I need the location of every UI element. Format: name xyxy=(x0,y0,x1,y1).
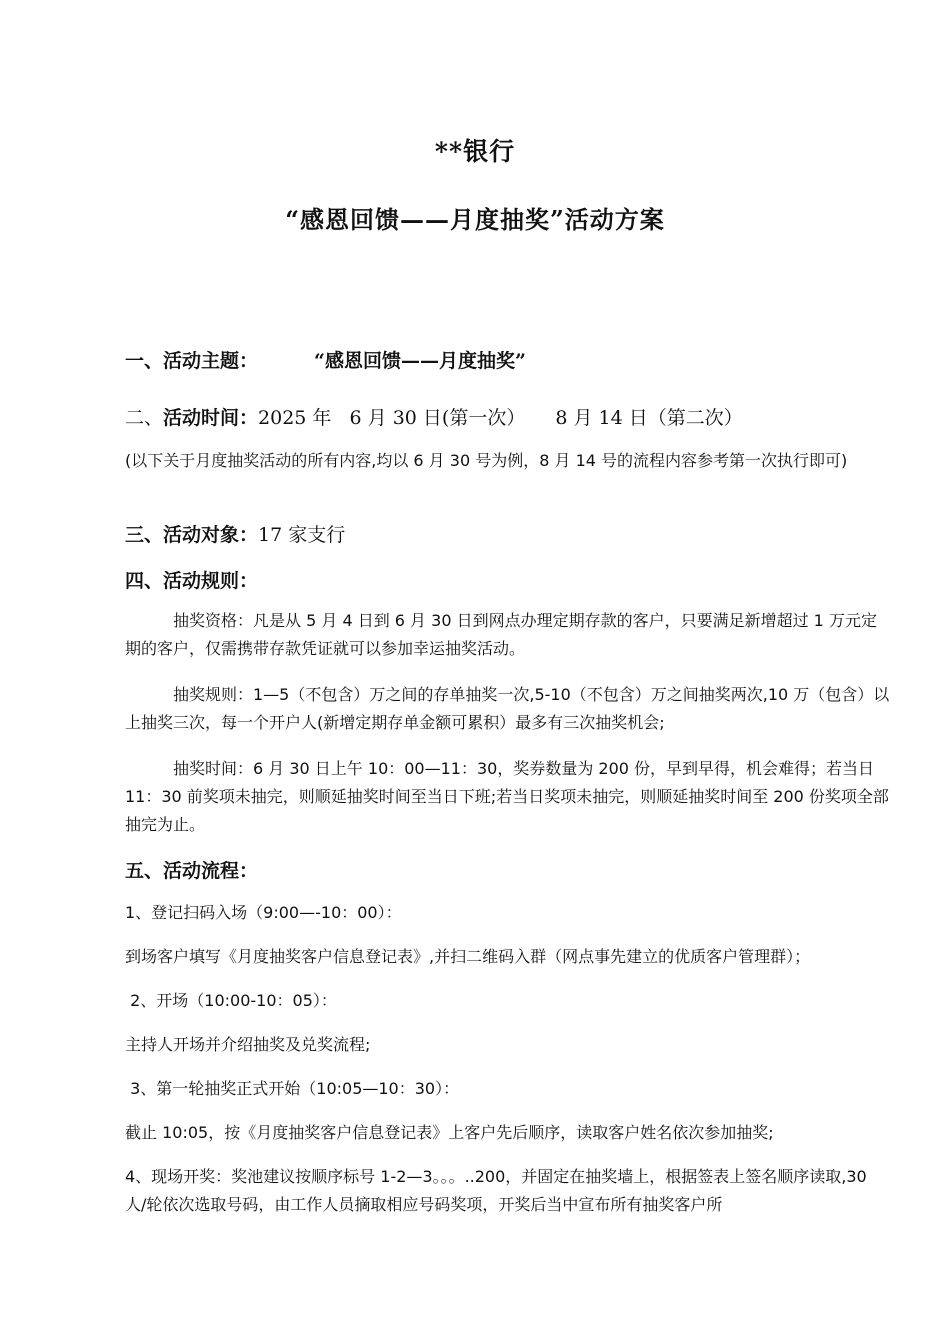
document-title: **银行 xyxy=(434,137,516,166)
section-2-label: 活动时间： xyxy=(163,407,259,429)
step-1: 1、登记扫码入场（9:00—-10：00）： xyxy=(125,903,402,922)
section-2 xyxy=(125,403,890,430)
section-2-date-1: 2025 年 6 月 30 日(第一次） xyxy=(258,407,526,429)
section-2-date-2: 8 月 14 日（第二次） xyxy=(555,407,743,429)
step-1-description: 到场客户填写《月度抽奖客户信息登记表》,并扫二维码入群（网点事先建立的优质客户管理群）； xyxy=(125,947,811,966)
section-4 xyxy=(125,566,890,593)
section-3 xyxy=(125,520,890,547)
rule-draw-rules: 抽奖规则：1—5（不包含）万之间的存单抽奖一次,5-10（不包含）万之间抽奖两次,10 万（包含）以上抽奖三次，每一个开户人(新增定期存单金额可累积）最多有三次抽奖机会; xyxy=(125,685,890,732)
note-paragraph: (以下关于月度抽奖活动的所有内容,均以 6 月 30 号为例，8 月 14 号的流程内容参考第一次执行即可) xyxy=(125,451,848,470)
section-5 xyxy=(125,856,890,883)
section-2-prefix: 二、 xyxy=(125,407,164,429)
step-2: 2、开场（10:00-10：05）： xyxy=(125,991,337,1010)
section-3-label: 三、活动对象： xyxy=(125,524,259,546)
section-3-value: 17 家支行 xyxy=(258,524,346,546)
section-1-label: 一、活动主题： xyxy=(125,350,259,372)
section-5-label: 五、活动流程： xyxy=(125,860,259,882)
rule-eligibility: 抽奖资格：凡是从 5 月 4 日到 6 月 30 日到网点办理定期存款的客户，只要满足新增超过 1 万元定期的客户，仅需携带存款凭证就可以参加幸运抽奖活动。 xyxy=(125,611,877,658)
step-3: 3、第一轮抽奖正式开始（10:05—10：30）： xyxy=(125,1079,460,1098)
step-4: 4、现场开奖：奖池建议按顺序标号 1-2—3。。。..200，并固定在抽奖墙上，根据签表上签名顺序读取,30 人/轮依次选取号码，由工作人员摘取相应号码奖项，开奖后当中宣布所有抽奖客户所 xyxy=(125,1167,867,1214)
step-3-description: 截止 10:05，按《月度抽奖客户信息登记表》上客户先后顺序，读取客户姓名依次参加抽奖; xyxy=(125,1123,774,1142)
section-4-label: 四、活动规则： xyxy=(125,570,259,592)
section-1-value: “感恩回馈——月度抽奖” xyxy=(314,350,526,372)
step-2-description: 主持人开场并介绍抽奖及兑奖流程; xyxy=(125,1035,371,1054)
section-1 xyxy=(125,346,890,373)
rule-draw-time: 抽奖时间：6 月 30 日上午 10：00—11：30，奖券数量为 200 份，早到早得，机会难得；若当日 11：30 前奖项未抽完，则顺延抽奖时间至当日下班;若当日奖项未抽完，则顺延抽奖时间至 200 份奖项全部抽完为止。 xyxy=(125,759,889,834)
document-subtitle: “感恩回馈——月度抽奖”活动方案 xyxy=(285,205,665,234)
